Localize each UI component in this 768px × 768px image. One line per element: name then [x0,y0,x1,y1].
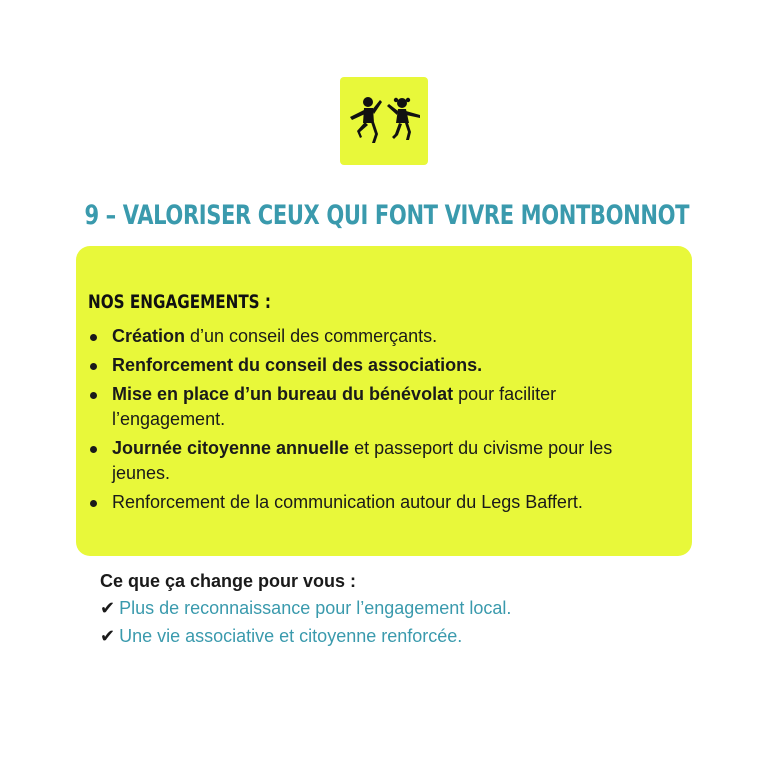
changes-heading: Ce que ça change pour vous : [100,571,357,591]
change-text: Plus de reconnaissance pour l’engagement local. [119,598,512,618]
bullet-icon [90,363,97,370]
item-text: et passeport du civisme pour les jeunes. [112,438,613,483]
page-title: 9 – VALORISER CEUX QUI FONT VIVRE MONTBONNOT [84,200,690,231]
list-item [112,436,672,486]
list-item [112,353,672,378]
item-bold-text: Mise en place d’un bureau du bénévolat [112,384,454,404]
list-item [112,490,672,515]
item-bold-text: Renforcement du conseil des associations. [112,355,483,375]
jumping-children-icon [340,77,428,165]
bullet-icon [90,446,97,453]
bullet-icon [90,392,97,399]
logo-icon-box [340,77,428,165]
engagements-panel [76,246,692,556]
item-bold-text: Journée citoyenne annuelle [112,438,350,458]
change-text: Une vie associative et citoyenne renforcée. [119,626,463,646]
list-item [112,324,672,349]
item-text: d’un conseil des commerçants. [185,326,438,346]
engagements-heading: NOS ENGAGEMENTS : [88,291,272,313]
change-item [100,622,720,650]
checkmark-icon: ✔ [100,598,116,618]
item-bold-text: Création [112,326,186,346]
list-item [112,382,672,432]
item-text: pour faciliter l’engagement. [112,384,557,429]
change-item [100,594,720,622]
bullet-icon [90,500,97,507]
item-text: Renforcement de la communication autour du Legs Baffert. [112,492,583,512]
checkmark-icon: ✔ [100,626,116,646]
bullet-icon [90,334,97,341]
engagements-list [112,324,672,519]
changes-section [100,568,720,650]
